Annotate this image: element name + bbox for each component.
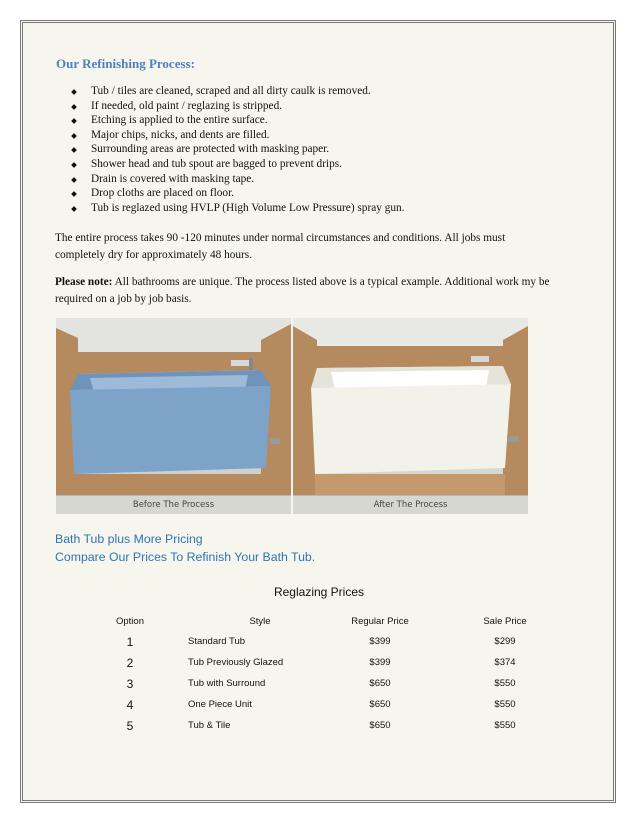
note-text: All bathrooms are unique. The process listed above is a typical example. Additional work my be required on a job by job basis. — [55, 276, 550, 305]
regular-price-cell: $399 — [369, 657, 391, 668]
option-number: 1 — [126, 635, 134, 649]
note-label: Please note: — [55, 276, 113, 288]
style-cell: One Piece Unit — [188, 699, 252, 710]
price-table-title: Reglazing Prices — [273, 585, 365, 599]
process-steps-list — [55, 84, 404, 215]
after-tub-illustration — [293, 318, 528, 496]
style-cell: Tub Previously Glazed — [188, 657, 284, 668]
sale-price-cell: $550 — [494, 678, 516, 689]
list-item: Tub / tiles are cleaned, scraped and all dirty caulk is removed. — [55, 84, 404, 99]
before-tub-illustration — [56, 318, 291, 496]
option-number: 2 — [126, 656, 134, 670]
pricing-subheading: Bath Tub plus More Pricing — [55, 532, 203, 546]
list-item: Major chips, nicks, and dents are filled. — [55, 128, 404, 143]
table-row — [0, 699, 638, 720]
option-number: 3 — [126, 677, 134, 691]
after-photo — [293, 318, 528, 514]
style-cell: Tub & Tile — [188, 720, 231, 731]
header-sale-price: Sale Price — [483, 616, 527, 627]
regular-price-cell: $399 — [369, 636, 391, 647]
before-photo — [56, 318, 291, 514]
table-row — [0, 657, 638, 678]
table-row — [0, 678, 638, 699]
pricing-tagline: Compare Our Prices To Refinish Your Bath Tub. — [55, 550, 316, 564]
sale-price-cell: $299 — [494, 636, 516, 647]
sale-price-cell: $374 — [494, 657, 516, 668]
style-cell: Tub with Surround — [188, 678, 266, 689]
note-paragraph — [55, 274, 555, 307]
list-item: Etching is applied to the entire surface. — [55, 113, 404, 128]
list-item: If needed, old paint / reglazing is stripped. — [55, 99, 404, 114]
list-item: Shower head and tub spout are bagged to prevent drips. — [55, 157, 404, 172]
option-number: 4 — [126, 698, 134, 712]
regular-price-cell: $650 — [369, 699, 391, 710]
header-regular-price: Regular Price — [351, 616, 409, 627]
regular-price-cell: $650 — [369, 678, 391, 689]
header-style: Style — [249, 616, 271, 627]
duration-paragraph: The entire process takes 90 -120 minutes under normal circumstances and conditions. All jobs must completely dry for approximately 48 hours. — [55, 232, 506, 261]
list-item: Tub is reglazed using HVLP (High Volume Low Pressure) spray gun. — [55, 201, 404, 216]
before-caption: Before The Process — [56, 495, 291, 514]
option-number: 5 — [126, 719, 134, 733]
list-item: Drain is covered with masking tape. — [55, 172, 404, 187]
table-row — [0, 636, 638, 657]
process-heading: Our Refinishing Process: — [56, 56, 195, 71]
after-caption: After The Process — [293, 495, 528, 514]
sale-price-cell: $550 — [494, 720, 516, 731]
style-cell: Standard Tub — [188, 636, 246, 647]
regular-price-cell: $650 — [369, 720, 391, 731]
sale-price-cell: $550 — [494, 699, 516, 710]
list-item: Drop cloths are placed on floor. — [55, 186, 404, 201]
header-option: Option — [116, 616, 144, 627]
list-item: Surrounding areas are protected with masking paper. — [55, 142, 404, 157]
table-row — [0, 720, 638, 741]
